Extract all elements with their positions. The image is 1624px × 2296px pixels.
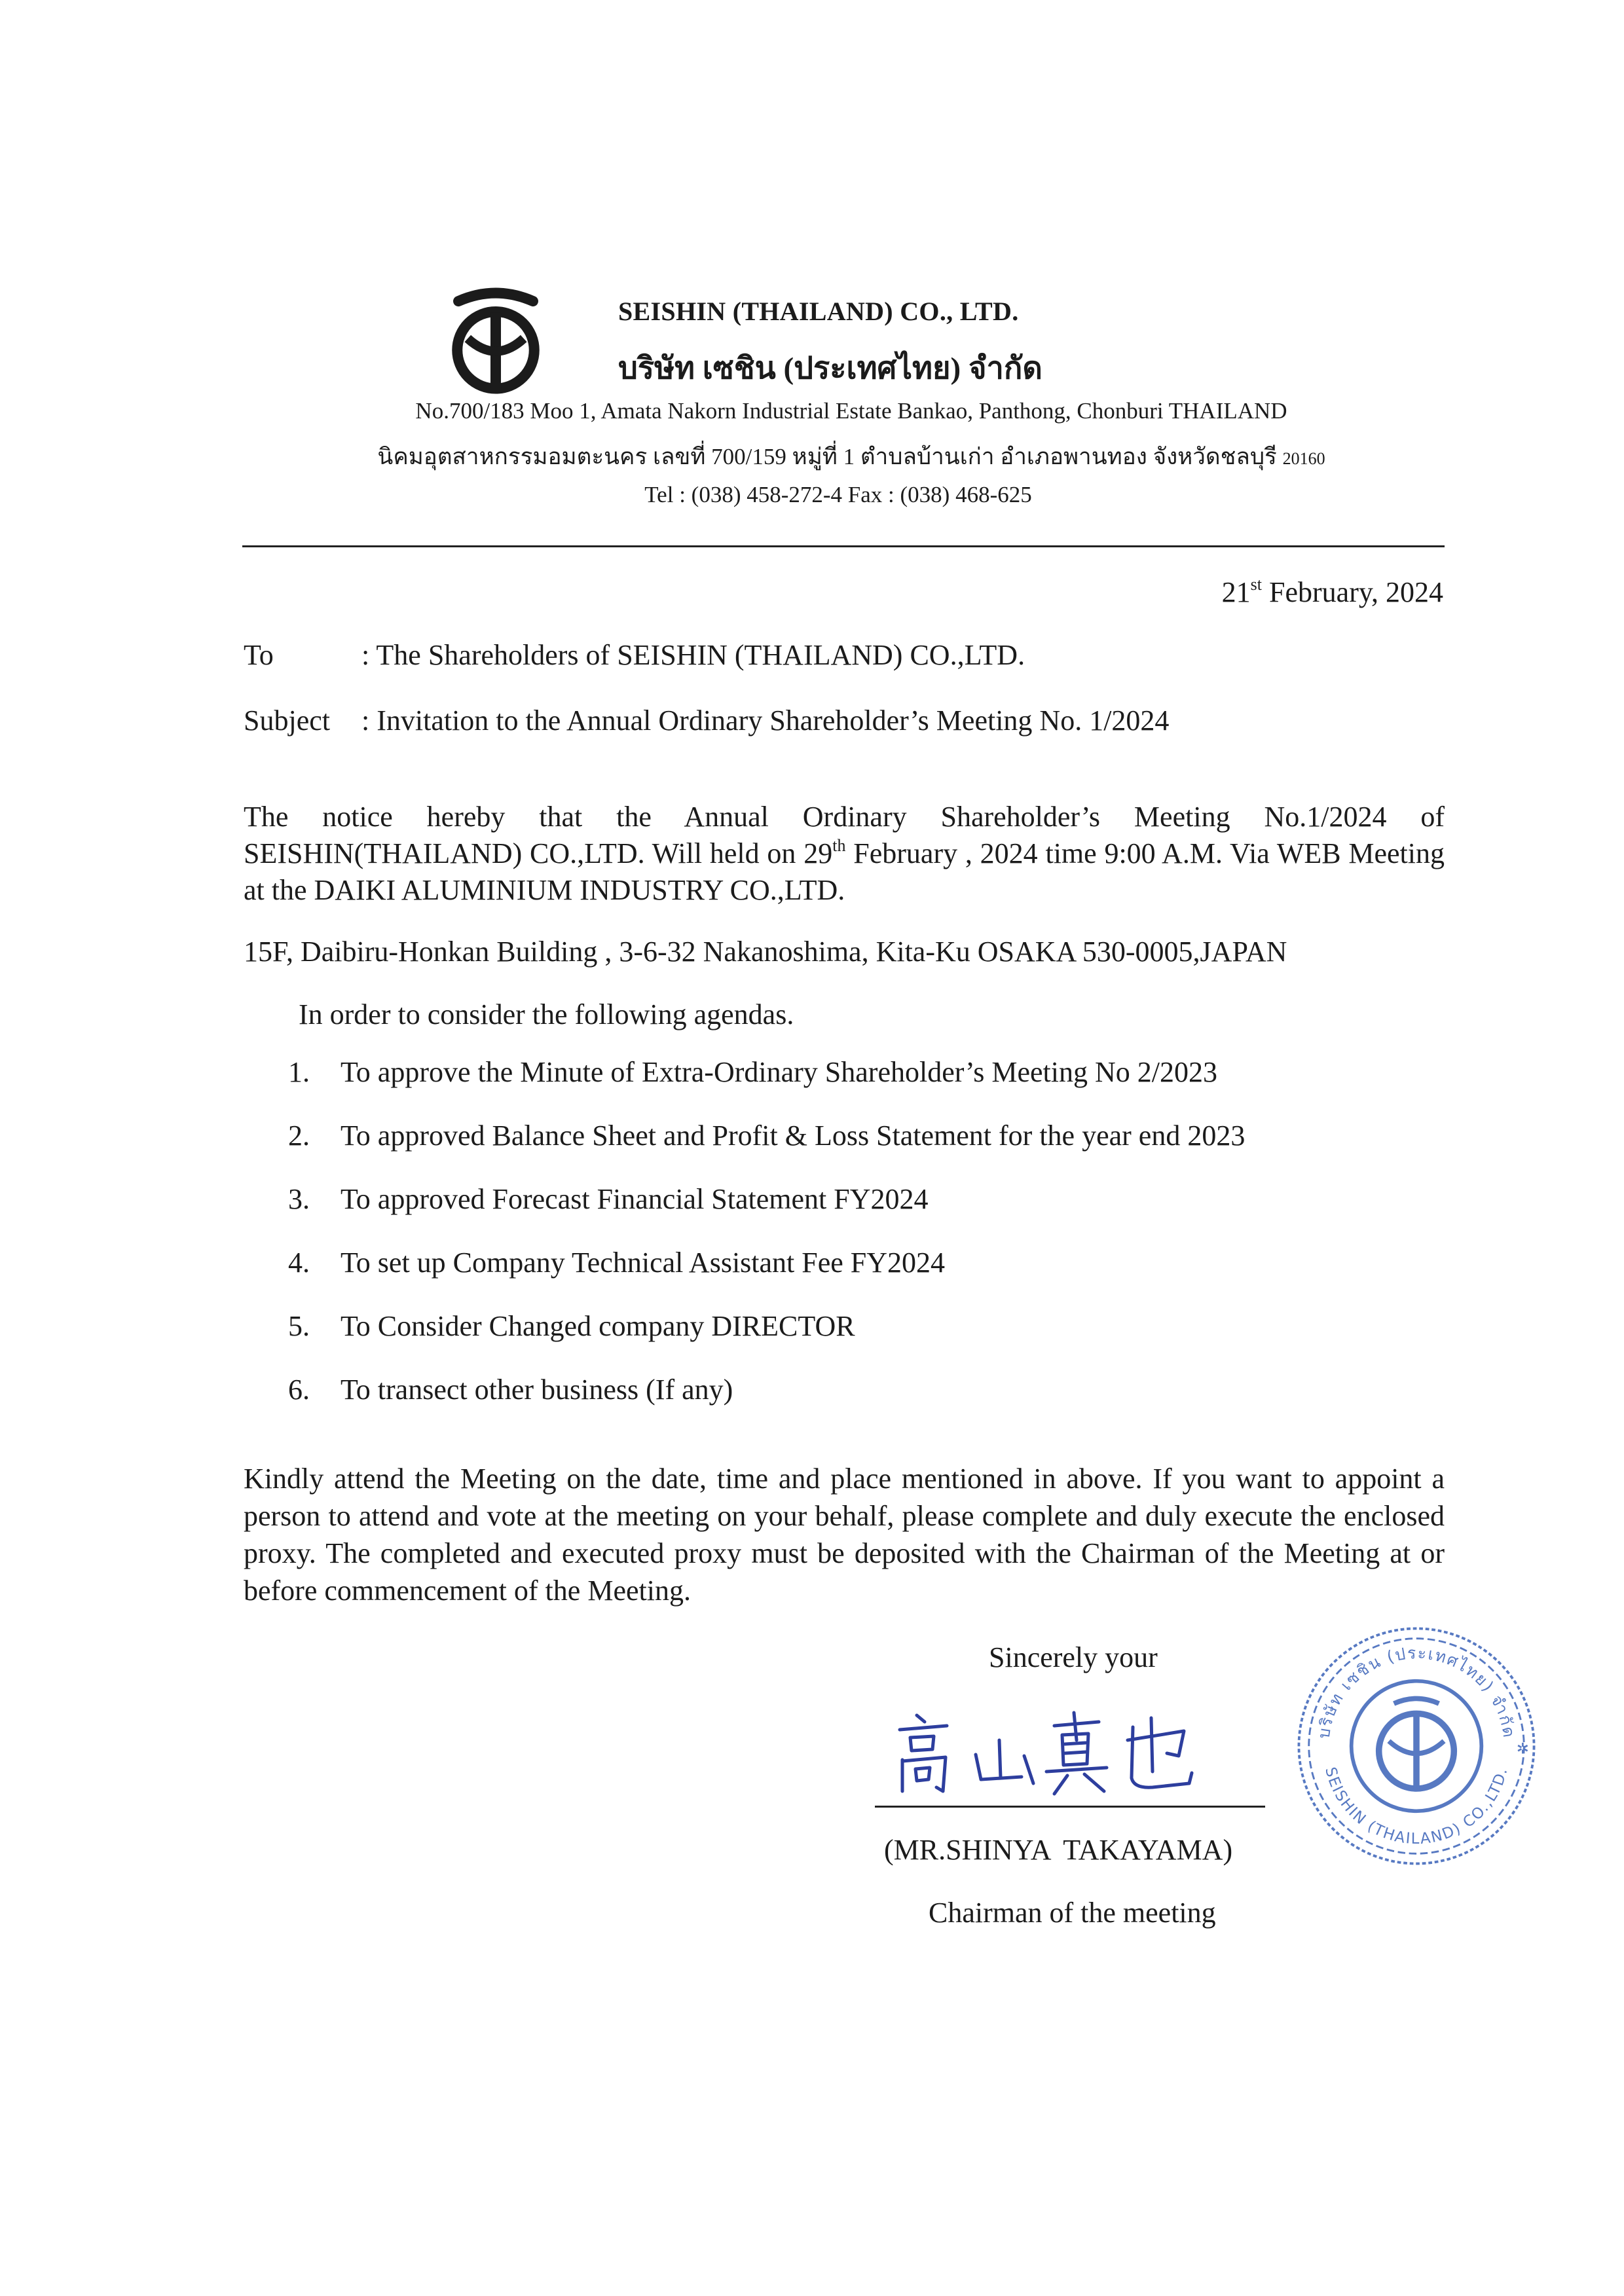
signer-name: (MR.SHINYA TAKAYAMA) <box>884 1834 1233 1866</box>
list-item <box>288 1373 1401 1436</box>
agenda-number: 2. <box>288 1120 310 1152</box>
handwritten-signature <box>891 1701 1198 1799</box>
agenda-number: 3. <box>288 1183 310 1215</box>
subject-value: : Invitation to the Annual Ordinary Shareholder’s Meeting No. 1/2024 <box>361 704 1170 737</box>
agenda-number: 5. <box>288 1310 310 1342</box>
subject-label: Subject <box>244 704 330 737</box>
closing-paragraph: Kindly attend the Meeting on the date, time and place mentioned in above. If you want to appoint a person to attend and vote at the meeting on your behalf, please complete and duly execute the enclosed proxy. The completed and executed proxy must be deposited with the Chairman of the Meeting at or before commencement of the Meeting. <box>244 1463 1445 1607</box>
agenda-number: 6. <box>288 1374 310 1406</box>
address-th-postcode: 20160 <box>1282 449 1325 468</box>
agenda-intro: In order to consider the following agendas. <box>299 998 794 1030</box>
agenda-text: To approved Forecast Financial Statement FY2024 <box>341 1183 929 1215</box>
notice-paragraph <box>244 799 1445 909</box>
seishin-logo-icon <box>437 280 554 397</box>
notice-date-suffix: th <box>832 836 846 855</box>
sign-off: Sincerely your <box>989 1641 1158 1673</box>
company-name-th: บริษัท เซชิน (ประเทศไทย) จำกัด <box>618 352 1043 386</box>
signature-line <box>875 1806 1265 1808</box>
list-item <box>288 1309 1401 1373</box>
tel-fax: Tel : (038) 458-272-4 Fax : (038) 468-625 <box>644 482 1032 507</box>
to-line <box>244 638 1025 672</box>
agenda-text: To transect other business (If any) <box>341 1374 733 1406</box>
to-value: : The Shareholders of SEISHIN (THAILAND) CO.,LTD. <box>361 639 1025 671</box>
address-th <box>0 439 1624 475</box>
notice-part1: The notice hereby that the Annual Ordinary Shareholder’s Meeting No.1/2024 of SEISHIN(THAILAND) CO.,LTD. Will held on 29 <box>244 801 1445 869</box>
company-seal-stamp <box>1291 1621 1541 1871</box>
agenda-text: To approved Balance Sheet and Profit & Loss Statement for the year end 2023 <box>341 1120 1246 1152</box>
agenda-text: To approve the Minute of Extra-Ordinary Shareholder’s Meeting No 2/2023 <box>341 1056 1217 1088</box>
to-label: To <box>244 639 274 671</box>
date-suffix: st <box>1250 575 1263 594</box>
svg-text:บริษัท เซชิน (ประเทศไทย) จำกัด: บริษัท เซชิน (ประเทศไทย) จำกัด <box>1314 1643 1519 1740</box>
list-item <box>288 1055 1401 1119</box>
svg-text:SEISHIN (THAILAND) CO.,LTD.: SEISHIN (THAILAND) CO.,LTD. <box>1321 1765 1511 1848</box>
agenda-number: 4. <box>288 1247 310 1279</box>
venue-address: 15F, Daibiru-Honkan Building , 3-6-32 Nakanoshima, Kita-Ku OSAKA 530-0005,JAPAN <box>244 936 1287 968</box>
letterhead-divider <box>242 545 1445 547</box>
signer-title: Chairman of the meeting <box>929 1897 1216 1929</box>
date-day: 21 <box>1221 576 1251 608</box>
subject-line <box>244 704 1169 737</box>
address-en: No.700/183 Moo 1, Amata Nakorn Industrial Estate Bankao, Panthong, Chonburi THAILAND <box>415 398 1287 424</box>
notice-part2: February , 2024 time 9:00 A.M. Via WEB Meeting at the DAIKI ALUMINIUM INDUSTRY CO.,LTD. <box>244 837 1445 906</box>
agenda-text: To Consider Changed company DIRECTOR <box>341 1310 855 1342</box>
svg-text:✲: ✲ <box>1516 1740 1530 1758</box>
agenda-text: To set up Company Technical Assistant Fee FY2024 <box>341 1247 946 1279</box>
company-name-en: SEISHIN (THAILAND) CO., LTD. <box>618 297 1019 326</box>
letter-date <box>1222 575 1443 609</box>
list-item <box>288 1246 1401 1309</box>
list-item <box>288 1119 1401 1182</box>
list-item <box>288 1182 1401 1246</box>
date-month-year: February, 2024 <box>1262 576 1443 608</box>
address-th-text: นิคมอุตสาหกรรมอมตะนคร เลขที่ 700/159 หมู่ที่ 1 ตำบลบ้านเก่า อำเภอพานทอง จังหวัดชลบุรี <box>377 444 1277 469</box>
agenda-number: 1. <box>288 1056 310 1088</box>
agenda-list <box>288 1055 1401 1436</box>
